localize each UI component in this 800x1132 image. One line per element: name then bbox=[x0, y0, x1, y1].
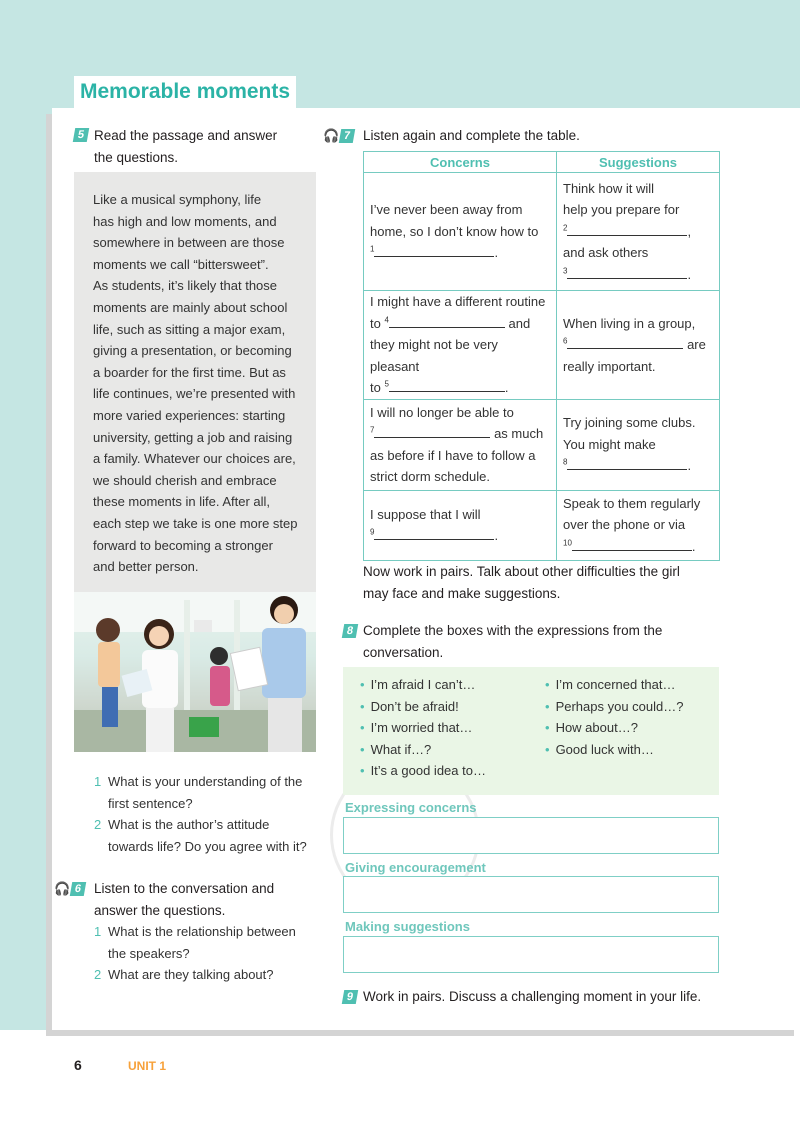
q5-instruction-line1: Read the passage and answer bbox=[94, 128, 278, 143]
suggestion-text: You might make bbox=[563, 436, 656, 452]
expression-item bbox=[545, 696, 683, 718]
q6-q2-line1: What are they talking about? bbox=[108, 967, 274, 982]
blank-10[interactable] bbox=[572, 538, 692, 551]
expression-item bbox=[545, 674, 683, 696]
expression-text: It’s a good idea to… bbox=[370, 763, 486, 778]
q5-number-badge: 5 bbox=[73, 128, 89, 142]
blank-number: 9 bbox=[370, 527, 375, 537]
concern-text: to bbox=[370, 315, 381, 331]
q5-header bbox=[74, 126, 88, 144]
passage-line: giving a presentation, or becoming bbox=[93, 343, 292, 359]
expression-item bbox=[545, 739, 683, 761]
expression-text: Perhaps you could…? bbox=[555, 698, 684, 714]
suggestion-text: Try joining some clubs. bbox=[563, 415, 696, 431]
passage-line: somewhere in between are those bbox=[93, 235, 285, 251]
table-row bbox=[364, 490, 720, 560]
students-photo bbox=[74, 592, 316, 752]
concern-cell: I suppose that I will $^9$ . bbox=[364, 490, 557, 560]
suggestion-text: are bbox=[687, 337, 706, 352]
q8-number-badge: 8 bbox=[342, 624, 358, 638]
expression-item bbox=[360, 739, 486, 761]
q5-question-1 bbox=[94, 771, 307, 814]
q6-question-1 bbox=[94, 921, 296, 964]
students-illustration bbox=[74, 592, 316, 752]
q8-instruction-line1: Complete the boxes with the expressions from the bbox=[363, 623, 663, 638]
concern-text: as much bbox=[494, 426, 544, 441]
q6-instruction bbox=[94, 878, 274, 921]
q9-number-badge: 9 bbox=[342, 990, 358, 1004]
expression-text: What if…? bbox=[370, 741, 432, 757]
passage-line: each step we take is one more step bbox=[93, 515, 298, 531]
column-header-suggestions: Suggestions bbox=[557, 152, 720, 173]
blank-number: 2 bbox=[563, 223, 568, 233]
bullet-icon: • bbox=[545, 720, 550, 735]
table-row bbox=[364, 173, 720, 291]
suggestion-text: Think how it will bbox=[563, 180, 655, 196]
blank-2[interactable] bbox=[567, 223, 687, 236]
passage-line: we should cherish and embrace bbox=[93, 472, 277, 488]
q6-instruction-line2: answer the questions. bbox=[94, 902, 226, 918]
blank-number: 1 bbox=[370, 244, 375, 254]
q6-q1-line2: the speakers? bbox=[108, 945, 190, 961]
passage-line: Like a musical symphony, life bbox=[93, 192, 262, 207]
blank-number: 8 bbox=[563, 457, 568, 467]
blank-5[interactable] bbox=[389, 379, 505, 392]
section-title: Memorable moments bbox=[74, 76, 296, 108]
bullet-icon: • bbox=[545, 741, 550, 757]
q7-instruction: Listen again and complete the table. bbox=[363, 128, 580, 143]
passage-line: has high and low moments, and bbox=[93, 213, 277, 229]
q6-header bbox=[54, 880, 85, 898]
passage-line: more varied experiences: starting bbox=[93, 407, 286, 423]
table-row bbox=[364, 291, 720, 400]
blank-6[interactable] bbox=[567, 336, 683, 349]
table-row bbox=[364, 399, 720, 490]
concern-text: I’ve never been away from bbox=[370, 202, 523, 218]
q6-question-2 bbox=[94, 964, 296, 986]
blank-3[interactable] bbox=[567, 266, 687, 279]
q5-q2-line2: towards life? Do you agree with it? bbox=[108, 838, 307, 854]
headphones-icon: 🎧 bbox=[54, 880, 71, 896]
q7-pairs-line2: may face and make suggestions. bbox=[363, 585, 561, 601]
bullet-icon: • bbox=[545, 698, 550, 714]
concern-text: and bbox=[508, 315, 531, 331]
expression-item bbox=[360, 760, 486, 782]
bullet-icon: • bbox=[360, 720, 365, 735]
q6-instruction-line1: Listen to the conversation and bbox=[94, 881, 275, 896]
expressions-box bbox=[343, 667, 719, 795]
q6-q2-number: 2 bbox=[94, 967, 102, 982]
suggestion-text: Speak to them regularly bbox=[563, 495, 701, 511]
passage-line: these moments in life. After all, bbox=[93, 494, 271, 510]
q7-header bbox=[323, 127, 354, 145]
bullet-icon: • bbox=[360, 763, 365, 778]
concerns-suggestions-table bbox=[363, 151, 720, 561]
suggestion-cell: Try joining some clubs. You might make $^8$ . bbox=[557, 399, 720, 490]
passage-line: and better person. bbox=[93, 559, 199, 575]
q7-pairs-line1: Now work in pairs. Talk about other difficulties the girl bbox=[363, 564, 680, 579]
concern-text: they might not be very pleasant bbox=[370, 337, 498, 374]
reading-passage bbox=[74, 172, 316, 592]
q7-pairs-instruction bbox=[363, 561, 680, 604]
blank-number: 6 bbox=[563, 336, 568, 346]
blank-number: 7 bbox=[370, 425, 375, 435]
concern-cell: I might have a different routine to $^4$ and they might not be very pleasant to $^5$ . bbox=[364, 291, 557, 400]
concern-cell: I’ve never been away from home, so I don’t know how to $^1$ . bbox=[364, 173, 557, 291]
q5-questions bbox=[94, 771, 307, 857]
q5-q1-line2: first sentence? bbox=[108, 795, 193, 811]
concern-text: I will no longer be able to bbox=[370, 404, 514, 420]
page-number: 6 bbox=[74, 1057, 82, 1073]
q8-header bbox=[343, 622, 357, 640]
passage-line: life, such as sitting a major exam, bbox=[93, 321, 286, 337]
column-header-concerns: Concerns bbox=[364, 152, 557, 173]
q7-number-badge: 7 bbox=[339, 129, 355, 143]
concern-cell bbox=[364, 399, 557, 490]
bullet-icon: • bbox=[360, 698, 365, 714]
making-suggestions-box[interactable] bbox=[343, 936, 719, 973]
box-label-making-suggestions: Making suggestions bbox=[345, 919, 470, 934]
box-label-expressing-concerns: Expressing concerns bbox=[345, 800, 477, 815]
passage-line: As students, it’s likely that those bbox=[93, 278, 278, 294]
q6-q1-line1: What is the relationship between bbox=[108, 924, 296, 939]
passage-line: a boarder for the first time. But as bbox=[93, 364, 286, 380]
q9-header bbox=[343, 988, 357, 1006]
concern-text: I might have a different routine bbox=[370, 294, 546, 309]
concern-text: I suppose that I will bbox=[370, 506, 481, 522]
expressing-concerns-box[interactable] bbox=[343, 817, 719, 854]
q6-q1-number: 1 bbox=[94, 924, 102, 939]
expression-text: I’m concerned that… bbox=[555, 677, 676, 692]
passage-line: moments are mainly about school bbox=[93, 299, 288, 315]
expressions-list-left bbox=[360, 674, 486, 782]
q5-instruction bbox=[94, 125, 277, 168]
blank-number: 5 bbox=[384, 379, 389, 389]
suggestion-text: really important. bbox=[563, 358, 656, 374]
blank-number: 10 bbox=[563, 538, 572, 548]
box-label-giving-encouragement: Giving encouragement bbox=[345, 860, 486, 875]
suggestion-cell bbox=[557, 291, 720, 400]
blank-number: 3 bbox=[563, 266, 568, 276]
blank-4[interactable] bbox=[389, 315, 505, 328]
suggestion-text: over the phone or via bbox=[563, 517, 686, 533]
passage-line: forward to becoming a stronger bbox=[93, 537, 273, 553]
expression-text: Good luck with… bbox=[555, 741, 654, 757]
suggestion-text: and ask others bbox=[563, 245, 649, 261]
expression-text: I’m afraid I can’t… bbox=[370, 677, 476, 692]
suggestion-text: help you prepare for bbox=[563, 202, 680, 218]
expression-text: Don’t be afraid! bbox=[370, 698, 459, 714]
blank-7[interactable] bbox=[374, 425, 490, 438]
q8-instruction-line2: conversation. bbox=[363, 644, 444, 660]
bullet-icon: • bbox=[360, 677, 365, 692]
concern-text: to bbox=[370, 380, 381, 395]
q6-questions bbox=[94, 921, 296, 986]
q6-number-badge: 6 bbox=[70, 882, 86, 896]
expressions-list-right bbox=[545, 674, 683, 760]
q9-instruction: Work in pairs. Discuss a challenging moment in your life. bbox=[363, 989, 702, 1004]
suggestion-text: When living in a group, bbox=[563, 315, 696, 331]
passage-line: life continues, we’re presented with bbox=[93, 386, 296, 402]
giving-encouragement-box[interactable] bbox=[343, 876, 719, 913]
passage-line: moments we call “bittersweet”. bbox=[93, 256, 269, 272]
passage-line: a family. Whatever our choices are, bbox=[93, 451, 296, 467]
q5-q2-number: 2 bbox=[94, 817, 102, 832]
bullet-icon: • bbox=[545, 677, 550, 692]
bullet-icon: • bbox=[360, 741, 365, 757]
expression-item bbox=[360, 674, 486, 696]
q5-q1-line1: What is your understanding of the bbox=[108, 774, 303, 789]
suggestion-cell: Think how it will help you prepare for $^2$ , and ask others $^3$ . bbox=[557, 173, 720, 291]
blank-8[interactable] bbox=[567, 457, 687, 470]
blank-number: 4 bbox=[384, 315, 389, 325]
q5-question-2 bbox=[94, 814, 307, 857]
concern-text: strict dorm schedule. bbox=[370, 469, 490, 484]
blank-1[interactable] bbox=[374, 244, 494, 257]
passage-line: university, getting a job and raising bbox=[93, 429, 293, 445]
headphones-icon: 🎧 bbox=[323, 127, 340, 143]
expression-item bbox=[360, 717, 486, 739]
suggestion-cell: Speak to them regularly over the phone or via $^{10}$ . bbox=[557, 490, 720, 560]
concern-text: as before if I have to follow a bbox=[370, 447, 536, 463]
expression-text: I’m worried that… bbox=[370, 720, 473, 735]
q5-q1-number: 1 bbox=[94, 774, 102, 789]
unit-label: UNIT 1 bbox=[128, 1059, 167, 1073]
concern-text: home, so I don’t know how to bbox=[370, 223, 539, 239]
expression-item bbox=[545, 717, 683, 739]
q5-q2-line1: What is the author’s attitude bbox=[108, 817, 270, 832]
expression-text: How about…? bbox=[555, 720, 638, 735]
expression-item bbox=[360, 696, 486, 718]
q5-instruction-line2: the questions. bbox=[94, 149, 179, 165]
q8-instruction bbox=[363, 620, 662, 663]
blank-9[interactable] bbox=[374, 527, 494, 540]
